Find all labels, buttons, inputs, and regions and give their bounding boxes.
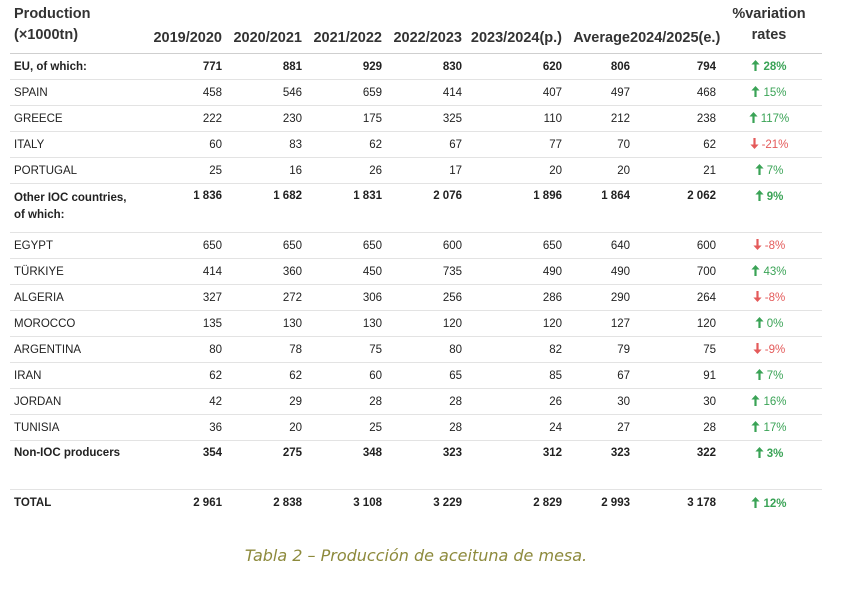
- row-label: [10, 285, 140, 311]
- arrow-up-icon: [755, 317, 764, 328]
- value-cell: 2 961: [193, 497, 222, 509]
- value-cell: 80: [140, 337, 222, 363]
- variation-value: 0%: [766, 318, 784, 330]
- arrow-down-icon: [750, 138, 759, 149]
- variation-value: -21%: [761, 139, 789, 151]
- value-cell: 290: [562, 285, 630, 311]
- value-cell: 2 076: [382, 184, 462, 233]
- value-cell: 29: [222, 389, 302, 415]
- variation-value: 28%: [763, 61, 787, 73]
- value-cell: 458: [140, 80, 222, 106]
- value-cell: 2 838: [273, 497, 302, 509]
- table-row: [10, 311, 822, 337]
- value-cell: 75: [630, 337, 716, 363]
- value-cell: 20: [222, 415, 302, 441]
- value-cell: 468: [630, 80, 716, 106]
- arrow-up-icon: [755, 447, 764, 458]
- value-cell: 735: [382, 259, 462, 285]
- value-cell: 28: [630, 415, 716, 441]
- production-table: [10, 4, 822, 516]
- value-cell: 1 682: [222, 184, 302, 233]
- value-cell: 322: [630, 441, 716, 490]
- value-cell: 75: [302, 337, 382, 363]
- table-row: [10, 184, 822, 233]
- value-cell: 306: [302, 285, 382, 311]
- table-row: [10, 158, 822, 184]
- value-cell: 323: [382, 441, 462, 490]
- row-label-text: EGYPT: [14, 239, 53, 252]
- value-cell: 650: [302, 233, 382, 259]
- variation-cell: [716, 441, 822, 490]
- value-cell: 327: [140, 285, 222, 311]
- row-label-text: GREECE: [14, 112, 63, 125]
- value-cell: 20: [562, 158, 630, 184]
- value-cell: 3 229: [433, 497, 462, 509]
- variation-value: 117%: [760, 113, 790, 125]
- value-cell: 120: [382, 311, 462, 337]
- header-row: [10, 4, 822, 54]
- value-cell: 414: [382, 80, 462, 106]
- row-label-text: Other IOC countries,: [14, 192, 127, 204]
- arrow-up-icon: [751, 395, 760, 406]
- table-row: [10, 80, 822, 106]
- value-cell: 490: [562, 259, 630, 285]
- value-cell: 26: [462, 389, 562, 415]
- value-cell: 26: [302, 158, 382, 184]
- arrow-up-icon: [751, 497, 760, 508]
- value-cell: 272: [222, 285, 302, 311]
- row-label: [10, 337, 140, 363]
- value-cell: 450: [302, 259, 382, 285]
- value-cell: 3 178: [687, 497, 716, 509]
- row-label: [10, 311, 140, 337]
- arrow-up-icon: [755, 190, 764, 201]
- value-cell: 70: [562, 132, 630, 158]
- arrow-up-icon: [751, 421, 760, 432]
- row-label-text: MOROCCO: [14, 317, 76, 330]
- variation-cell: [716, 415, 822, 441]
- value-cell: 130: [222, 311, 302, 337]
- table-row: [10, 54, 822, 80]
- value-cell: 256: [382, 285, 462, 311]
- value-cell: 650: [222, 233, 302, 259]
- value-cell: 25: [302, 415, 382, 441]
- variation-value: -9%: [764, 344, 786, 356]
- value-cell: 407: [462, 80, 562, 106]
- value-cell: 77: [462, 132, 562, 158]
- value-cell: 794: [630, 54, 716, 80]
- value-cell: 600: [630, 233, 716, 259]
- variation-cell: [716, 285, 822, 311]
- value-cell: 30: [562, 389, 630, 415]
- row-label-text-line2: of which:: [14, 209, 65, 221]
- table-row: [10, 233, 822, 259]
- value-cell: 82: [462, 337, 562, 363]
- arrow-down-icon: [753, 343, 762, 354]
- variation-value: 43%: [763, 266, 787, 278]
- production-table-container: [10, 4, 822, 516]
- header-production-line1: Production: [14, 6, 91, 22]
- value-cell: 414: [140, 259, 222, 285]
- value-cell: 60: [140, 132, 222, 158]
- value-cell: 79: [562, 337, 630, 363]
- variation-value: -8%: [764, 292, 786, 304]
- value-cell: 28: [382, 415, 462, 441]
- row-label-text: TUNISIA: [14, 421, 60, 434]
- row-label-text: JORDAN: [14, 395, 62, 408]
- value-cell: 830: [382, 54, 462, 80]
- value-cell: 80: [382, 337, 462, 363]
- value-cell: 25: [140, 158, 222, 184]
- variation-value: -8%: [764, 240, 786, 252]
- row-label: [10, 233, 140, 259]
- row-label-text: Non-IOC producers: [14, 447, 121, 459]
- variation-value: 17%: [763, 422, 787, 434]
- header-average: Average: [562, 4, 630, 54]
- value-cell: 325: [382, 106, 462, 132]
- value-cell: 62: [140, 363, 222, 389]
- row-label: [10, 132, 140, 158]
- value-cell: 17: [382, 158, 462, 184]
- value-cell: 1 864: [562, 184, 630, 233]
- value-cell: 1 831: [302, 184, 382, 233]
- value-cell: 650: [462, 233, 562, 259]
- header-variation-line1: %variation: [732, 6, 806, 22]
- variation-cell: [716, 337, 822, 363]
- value-cell: 806: [562, 54, 630, 80]
- value-cell: 78: [222, 337, 302, 363]
- value-cell: 65: [382, 363, 462, 389]
- value-cell: 490: [462, 259, 562, 285]
- row-label: [10, 158, 140, 184]
- row-label: [10, 389, 140, 415]
- header-production-line2: (×1000tn): [14, 27, 79, 43]
- value-cell: 42: [140, 389, 222, 415]
- row-label: [10, 80, 140, 106]
- value-cell: 60: [302, 363, 382, 389]
- row-label: [10, 54, 140, 80]
- value-cell: 1 836: [140, 184, 222, 233]
- arrow-up-icon: [755, 164, 764, 175]
- value-cell: 36: [140, 415, 222, 441]
- header-year-5: 2023/2024(p.): [462, 4, 562, 54]
- row-label-text: EU, of which:: [14, 60, 87, 73]
- value-cell: 323: [562, 441, 630, 490]
- value-cell: 62: [222, 363, 302, 389]
- row-label: [10, 363, 140, 389]
- header-variation-line2: rates: [751, 27, 787, 43]
- value-cell: 30: [630, 389, 716, 415]
- variation-value: 12%: [763, 497, 787, 510]
- value-cell: 771: [140, 54, 222, 80]
- value-cell: 21: [630, 158, 716, 184]
- row-label-text: PORTUGAL: [14, 164, 78, 177]
- value-cell: 62: [630, 132, 716, 158]
- arrow-up-icon: [749, 112, 758, 123]
- variation-cell: [716, 363, 822, 389]
- row-label-text: ALGERIA: [14, 291, 64, 304]
- variation-cell: [716, 311, 822, 337]
- table-row: [10, 389, 822, 415]
- variation-value: 9%: [766, 191, 784, 203]
- value-cell: 497: [562, 80, 630, 106]
- value-cell: 620: [462, 54, 562, 80]
- arrow-up-icon: [751, 86, 760, 97]
- variation-value: 7%: [766, 165, 784, 177]
- value-cell: 62: [302, 132, 382, 158]
- value-cell: 348: [302, 441, 382, 490]
- table-body: [10, 54, 822, 517]
- table-caption: Tabla 2 – Producción de aceituna de mesa.: [244, 546, 588, 565]
- row-label-text: TÜRKIYE: [14, 265, 64, 278]
- header-year-2: 2020/2021: [222, 4, 302, 54]
- value-cell: 929: [302, 54, 382, 80]
- variation-value: 16%: [763, 396, 787, 408]
- value-cell: 2 829: [533, 497, 562, 509]
- value-cell: 222: [140, 106, 222, 132]
- value-cell: 2 062: [630, 184, 716, 233]
- value-cell: 67: [562, 363, 630, 389]
- arrow-down-icon: [753, 291, 762, 302]
- row-label-text: ARGENTINA: [14, 343, 82, 356]
- variation-cell: [716, 259, 822, 285]
- value-cell: 24: [462, 415, 562, 441]
- value-cell: 85: [462, 363, 562, 389]
- header-year-6: 2024/2025(e.): [630, 4, 716, 54]
- arrow-up-icon: [751, 265, 760, 276]
- row-label-text: ITALY: [14, 138, 45, 151]
- table-row: [10, 106, 822, 132]
- value-cell: 28: [382, 389, 462, 415]
- value-cell: 28: [302, 389, 382, 415]
- value-cell: 312: [462, 441, 562, 490]
- value-cell: 120: [462, 311, 562, 337]
- value-cell: 27: [562, 415, 630, 441]
- value-cell: 275: [222, 441, 302, 490]
- row-label-text: TOTAL: [14, 497, 52, 509]
- variation-cell: [716, 184, 822, 233]
- value-cell: 546: [222, 80, 302, 106]
- value-cell: 700: [630, 259, 716, 285]
- row-label: [10, 106, 140, 132]
- header-variation: [716, 4, 822, 54]
- row-label-text: IRAN: [14, 369, 42, 382]
- variation-cell: [716, 490, 822, 517]
- table-row: [10, 363, 822, 389]
- variation-cell: [716, 132, 822, 158]
- value-cell: 360: [222, 259, 302, 285]
- header-year-1: 2019/2020: [140, 4, 222, 54]
- value-cell: 354: [140, 441, 222, 490]
- value-cell: 2 993: [601, 497, 630, 509]
- row-label: [10, 490, 140, 517]
- table-row: [10, 285, 822, 311]
- header-year-3: 2021/2022: [302, 4, 382, 54]
- value-cell: 1 896: [462, 184, 562, 233]
- variation-value: 15%: [763, 87, 787, 99]
- value-cell: 67: [382, 132, 462, 158]
- value-cell: 83: [222, 132, 302, 158]
- variation-cell: [716, 80, 822, 106]
- value-cell: 135: [140, 311, 222, 337]
- variation-cell: [716, 389, 822, 415]
- header-year-4: 2022/2023: [382, 4, 462, 54]
- value-cell: 3 108: [353, 497, 382, 509]
- arrow-down-icon: [753, 239, 762, 250]
- arrow-up-icon: [755, 369, 764, 380]
- table-row: [10, 337, 822, 363]
- variation-cell: [716, 158, 822, 184]
- value-cell: 175: [302, 106, 382, 132]
- variation-cell: [716, 106, 822, 132]
- table-row: [10, 132, 822, 158]
- value-cell: 659: [302, 80, 382, 106]
- row-label: [10, 184, 140, 233]
- value-cell: 127: [562, 311, 630, 337]
- variation-cell: [716, 233, 822, 259]
- table-row: [10, 490, 822, 517]
- variation-value: 7%: [766, 370, 784, 382]
- value-cell: 238: [630, 106, 716, 132]
- row-label: [10, 259, 140, 285]
- value-cell: 110: [462, 106, 562, 132]
- value-cell: 600: [382, 233, 462, 259]
- table-row: [10, 441, 822, 490]
- row-label-text: SPAIN: [14, 86, 48, 99]
- value-cell: 130: [302, 311, 382, 337]
- value-cell: 640: [562, 233, 630, 259]
- value-cell: 120: [630, 311, 716, 337]
- arrow-up-icon: [751, 60, 760, 71]
- value-cell: 881: [222, 54, 302, 80]
- value-cell: 91: [630, 363, 716, 389]
- value-cell: 286: [462, 285, 562, 311]
- row-label: [10, 441, 140, 490]
- variation-cell: [716, 54, 822, 80]
- value-cell: 230: [222, 106, 302, 132]
- value-cell: 650: [140, 233, 222, 259]
- variation-value: 3%: [766, 448, 784, 460]
- value-cell: 20: [462, 158, 562, 184]
- value-cell: 264: [630, 285, 716, 311]
- row-label: [10, 415, 140, 441]
- table-row: [10, 415, 822, 441]
- header-production: [10, 4, 140, 54]
- table-row: [10, 259, 822, 285]
- value-cell: 16: [222, 158, 302, 184]
- value-cell: 212: [562, 106, 630, 132]
